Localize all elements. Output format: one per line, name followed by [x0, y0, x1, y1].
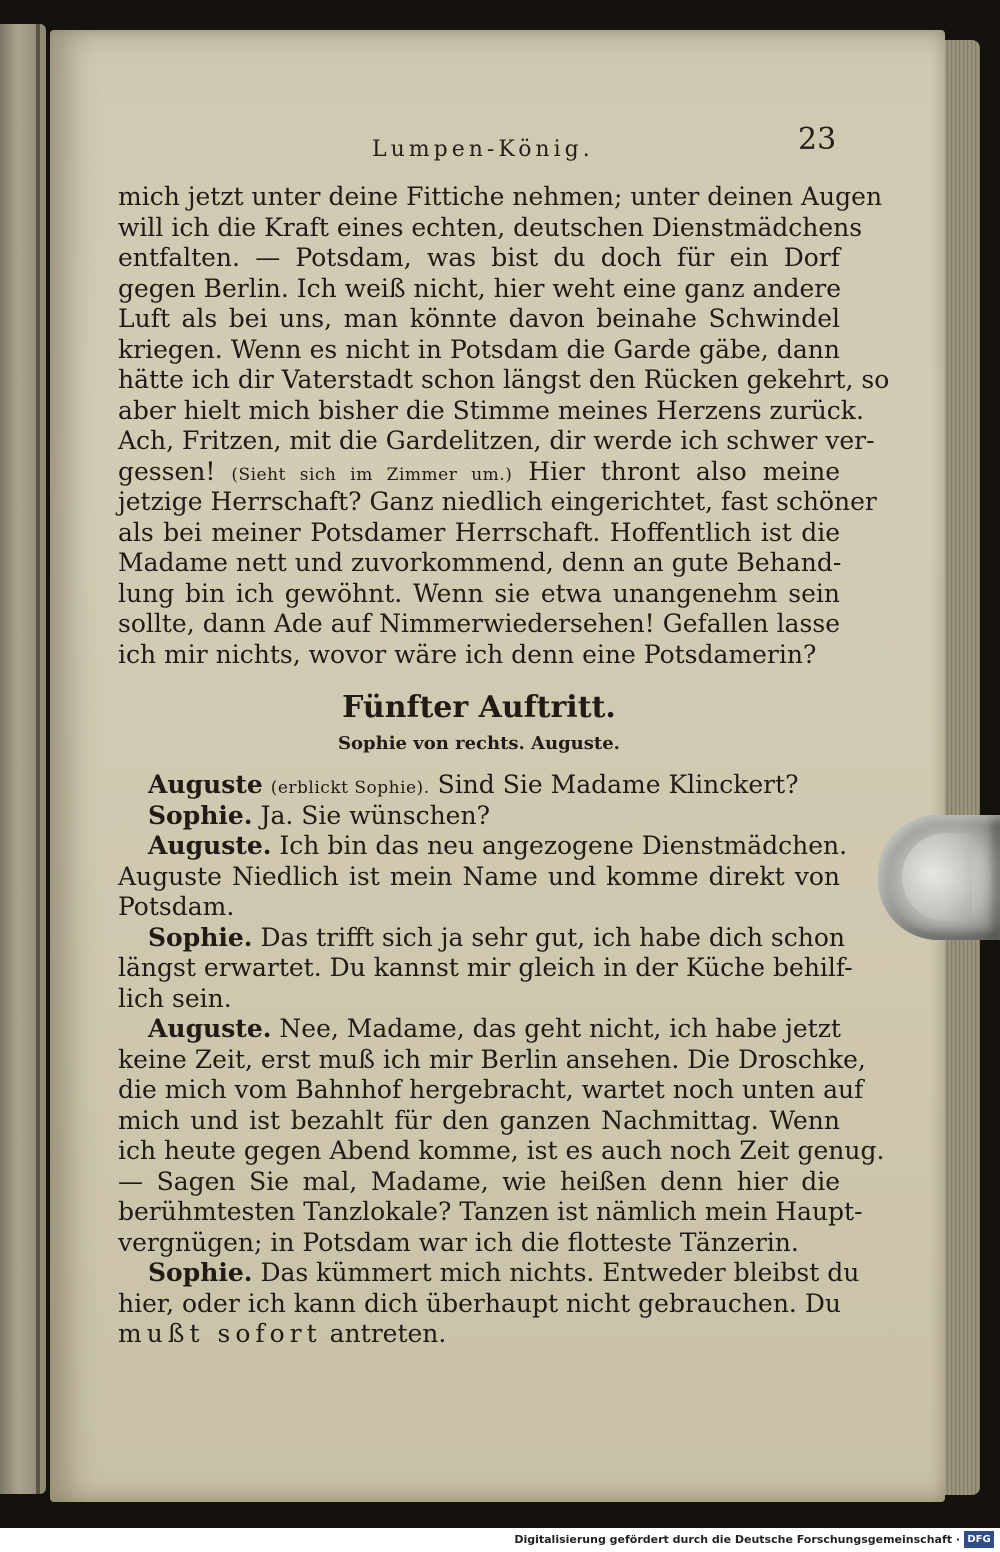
- section-heading: Fünfter Auftritt.: [342, 690, 616, 725]
- dialogue-line: längst erwartet. Du kannst mir gleich in der Küche behilf-: [118, 953, 853, 982]
- dialogue-line: [118, 922, 845, 954]
- text-line: Madame nett und zuvorkommend, denn an gute Behand-: [118, 548, 842, 577]
- text-fragment: Hier thront also meine: [528, 456, 841, 486]
- speech-text: Ja. Sie wünschen?: [260, 800, 490, 830]
- speech-text: Ich bin das neu angezogene Dienstmädchen.: [279, 831, 848, 860]
- text-line: Ach, Fritzen, mit die Gardelitzen, dir werde ich schwer ver-: [118, 426, 875, 455]
- dialogue: [118, 770, 885, 1350]
- dialogue-line: hier, oder ich kann dich überhaupt nicht gebrauchen. Du: [118, 1288, 841, 1318]
- text-line: ich mir nichts, wovor wäre ich denn eine Potsdamerin?: [118, 639, 817, 669]
- speaker-name: Sophie.: [148, 800, 253, 830]
- speech-text: Nee, Madame, das geht nicht, ich habe jetzt: [279, 1014, 841, 1043]
- text-line: entfalten. — Potsdam, was bist du doch für ein Dorf: [118, 243, 840, 272]
- text-line-with-direction: [118, 457, 840, 488]
- text-line: sollte, dann Ade auf Nimmerwiedersehen! Gefallen lasse: [118, 609, 840, 638]
- text-line: mich jetzt unter deine Fittiche nehmen; unter deinen Augen: [118, 182, 883, 211]
- text-line: jetzige Herrschaft? Ganz niedlich eingerichtet, fast schöner: [118, 487, 877, 516]
- speech-text: Sind Sie Madame Klinckert?: [437, 770, 799, 799]
- text-line: aber hielt mich bisher die Stimme meines Herzens zurück.: [118, 395, 864, 425]
- page-number: 23: [798, 122, 837, 157]
- dialogue-line: die mich vom Bahnhof hergebracht, wartet noch unten auf: [118, 1075, 864, 1104]
- dialogue-line: Potsdam.: [118, 892, 235, 921]
- page-stack-edge: [940, 40, 980, 1495]
- dialogue-line: [118, 770, 840, 801]
- dialogue-line: keine Zeit, erst muß ich mir Berlin ansehen. Die Droschke,: [118, 1044, 866, 1074]
- page-holder-clip: [878, 815, 1000, 940]
- dfg-logo: DFG: [964, 1531, 994, 1548]
- emphasized-text: mußt sofort: [118, 1319, 322, 1348]
- text-line: als bei meiner Potsdamer Herrschaft. Hoffentlich ist die: [118, 517, 840, 547]
- speech-text: Das trifft sich ja sehr gut, ich habe dich schon: [260, 922, 845, 952]
- speaker-name: Auguste: [148, 770, 263, 799]
- speech-text: antreten.: [329, 1319, 447, 1348]
- speaker-name: Auguste.: [148, 831, 272, 860]
- speaker-name: Sophie.: [148, 1258, 253, 1287]
- text-line: gegen Berlin. Ich weiß nicht, hier weht eine ganz andere: [118, 273, 842, 303]
- dialogue-line: ich heute gegen Abend komme, ist es auch noch Zeit genug.: [118, 1136, 885, 1165]
- dialogue-line: Auguste Niedlich ist mein Name und komme direkt von: [118, 861, 840, 891]
- dialogue-line: [118, 1014, 840, 1045]
- dialogue-line: lich sein.: [118, 983, 232, 1013]
- dialogue-line: mich und ist bezahlt für den ganzen Nachmittag. Wenn: [118, 1105, 840, 1135]
- dialogue-line: — Sagen Sie mal, Madame, wie heißen denn hier die: [118, 1166, 840, 1196]
- previous-page-edge: [0, 24, 46, 1494]
- funding-credit: Digitalisierung gefördert durch die Deutsche Forschungsgemeinschaft ·: [514, 1533, 960, 1546]
- speaker-name: Sophie.: [148, 922, 253, 952]
- dialogue-line: [118, 801, 840, 832]
- stage-direction-inline: (Sieht sich im Zimmer um.): [231, 464, 513, 485]
- text-line: kriegen. Wenn es nicht in Potsdam die Garde gäbe, dann: [118, 334, 840, 364]
- body-text: [118, 182, 890, 670]
- text-fragment: gessen!: [118, 456, 216, 486]
- running-title: Lumpen-König.: [372, 137, 594, 162]
- dialogue-line: berühmtesten Tanzlokale? Tanzen ist nämlich mein Haupt-: [118, 1197, 863, 1226]
- text-line: will ich die Kraft eines echten, deutschen Dienstmädchens: [118, 212, 863, 242]
- dialogue-line: vergnügen; in Potsdam war ich die flotteste Tänzerin.: [118, 1227, 799, 1257]
- speaker-name: Auguste.: [148, 1014, 272, 1043]
- stage-direction: Sophie von rechts. Auguste.: [338, 733, 620, 754]
- text-line: lung bin ich gewöhnt. Wenn sie etwa unangenehm sein: [118, 578, 840, 608]
- speech-text: Das kümmert mich nichts. Entweder bleibst du: [260, 1258, 860, 1287]
- dialogue-line: [118, 1319, 840, 1350]
- stage-direction-inline: (erblickt Sophie).: [270, 778, 430, 798]
- dialogue-line: [118, 831, 848, 862]
- text-line: hätte ich dir Vaterstadt schon längst den Rücken gekehrt, so: [118, 365, 890, 394]
- dialogue-line: [118, 1258, 860, 1289]
- text-line: Luft als bei uns, man könnte davon beinahe Schwindel: [118, 304, 840, 333]
